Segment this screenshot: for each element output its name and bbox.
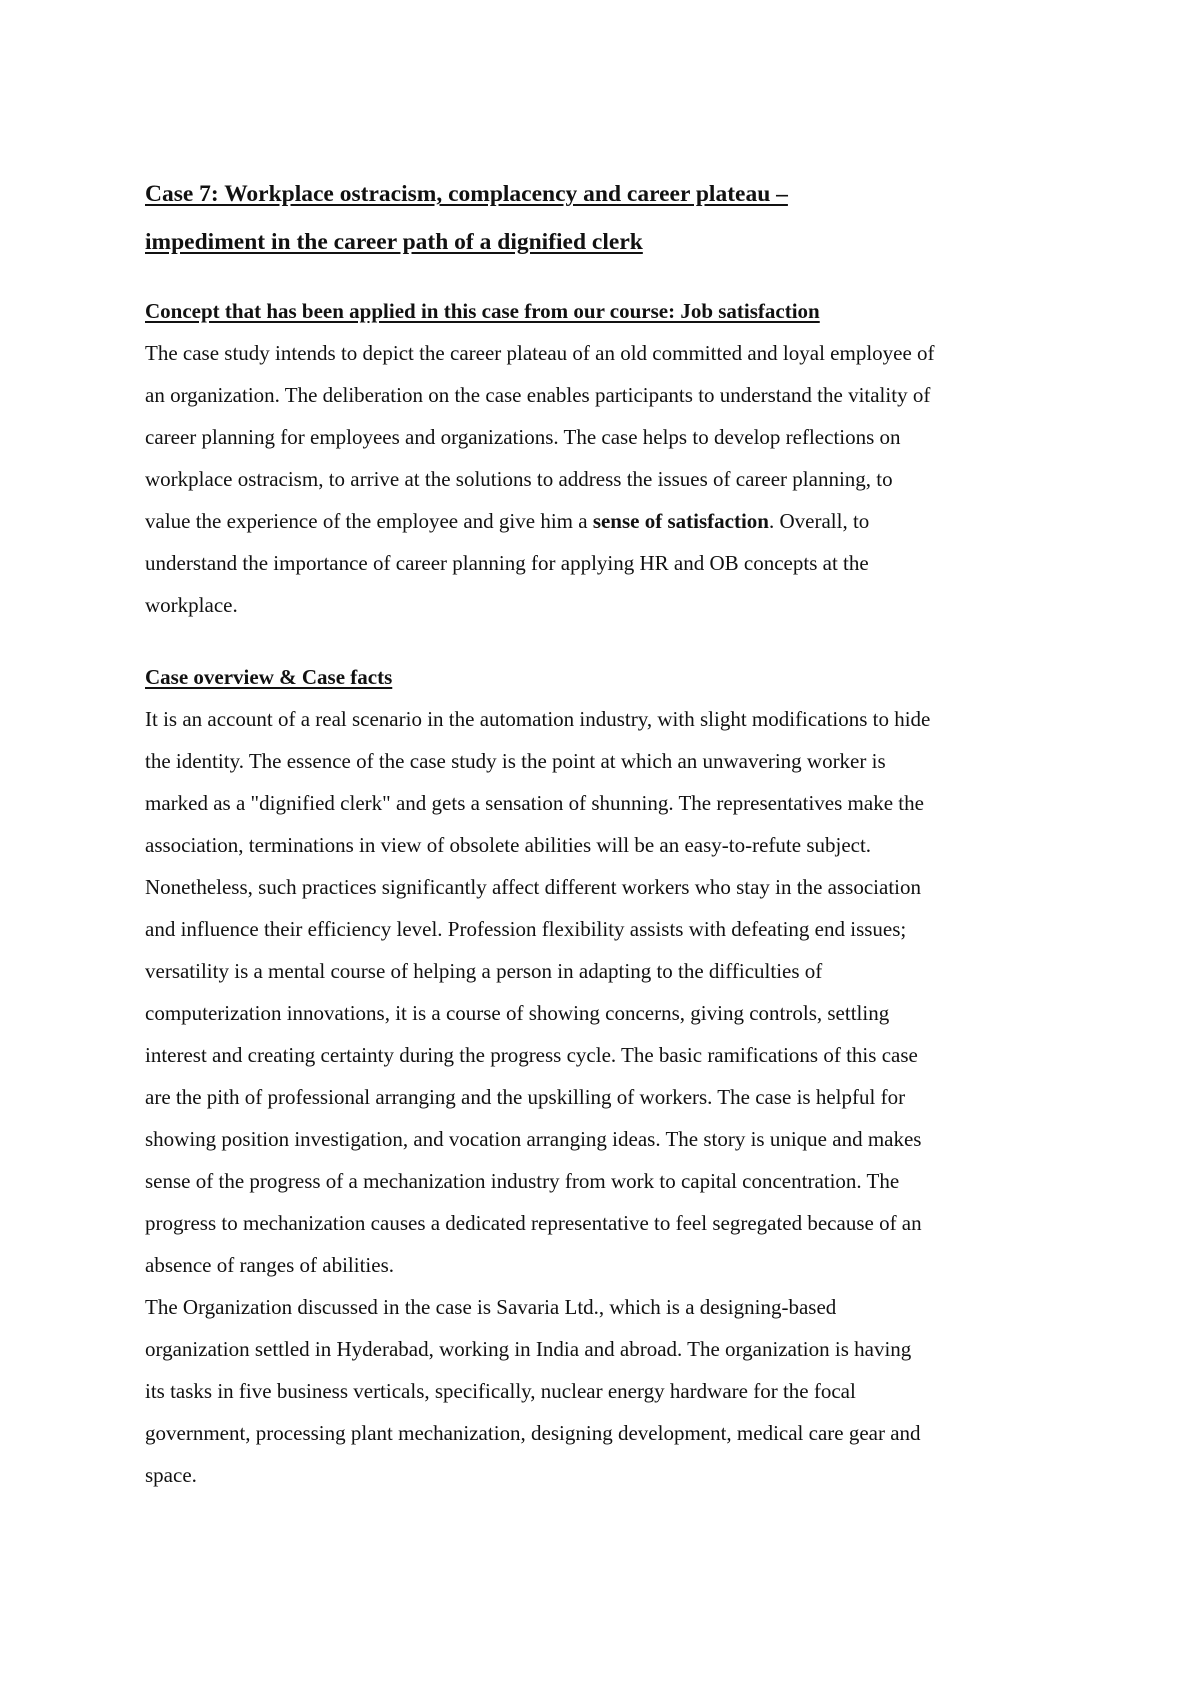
- document-title-line-1: Case 7: Workplace ostracism, complacency and career plateau –: [145, 181, 788, 207]
- spacer: [145, 626, 1075, 656]
- paragraph-line: The case study intends to depict the career plateau of an old committed and loyal employee of: [145, 341, 935, 365]
- paragraph-line: space.: [145, 1463, 197, 1487]
- paragraph-line: association, terminations in view of obsolete abilities will be an easy-to-refute subject.: [145, 833, 872, 857]
- concept-heading: Concept that has been applied in this case from our course: Job satisfaction: [145, 299, 820, 323]
- document-page: [145, 170, 1075, 1496]
- paragraph-line: It is an account of a real scenario in the automation industry, with slight modifications to hide: [145, 707, 931, 731]
- overview-section: [145, 656, 1075, 1496]
- paragraph-line: absence of ranges of abilities.: [145, 1253, 394, 1277]
- paragraph-text: . Overall, to: [768, 509, 870, 533]
- concept-section: [145, 290, 1075, 626]
- paragraph-line: understand the importance of career planning for applying HR and OB concepts at the: [145, 551, 869, 575]
- paragraph-line: are the pith of professional arranging and the upskilling of workers. The case is helpful for: [145, 1085, 906, 1109]
- paragraph-line: organization settled in Hyderabad, working in India and abroad. The organization is having: [145, 1337, 912, 1361]
- paragraph-line: computerization innovations, it is a course of showing concerns, giving controls, settling: [145, 1001, 890, 1025]
- emphasis-text: sense of satisfaction: [592, 509, 769, 533]
- paragraph-line: [145, 500, 1075, 542]
- paragraph-line: marked as a "dignified clerk" and gets a sensation of shunning. The representatives make the: [145, 791, 924, 815]
- paragraph-line: its tasks in five business verticals, specifically, nuclear energy hardware for the focal: [145, 1379, 856, 1403]
- paragraph-line: government, processing plant mechanization, designing development, medical care gear and: [145, 1421, 921, 1445]
- paragraph-line: Nonetheless, such practices significantly affect different workers who stay in the association: [145, 875, 921, 899]
- spacer: [145, 266, 1075, 290]
- document-title-line-2: impediment in the career path of a dignified clerk: [145, 229, 643, 255]
- paragraph-line: versatility is a mental course of helping a person in adapting to the difficulties of: [145, 959, 823, 983]
- paragraph-line: workplace.: [145, 593, 238, 617]
- paragraph-line: career planning for employees and organizations. The case helps to develop reflections on: [145, 425, 901, 449]
- paragraph-line: and influence their efficiency level. Profession flexibility assists with defeating end issues;: [145, 917, 907, 941]
- paragraph-line: showing position investigation, and vocation arranging ideas. The story is unique and makes: [145, 1127, 922, 1151]
- paragraph-line: sense of the progress of a mechanization industry from work to capital concentration. The: [145, 1169, 900, 1193]
- paragraph-line: an organization. The deliberation on the case enables participants to understand the vitality of: [145, 383, 931, 407]
- paragraph-line: interest and creating certainty during the progress cycle. The basic ramifications of this case: [145, 1043, 918, 1067]
- paragraph-line: The Organization discussed in the case is Savaria Ltd., which is a designing-based: [145, 1295, 837, 1319]
- paragraph-line: workplace ostracism, to arrive at the solutions to address the issues of career planning, to: [145, 467, 893, 491]
- overview-heading: Case overview & Case facts: [145, 665, 393, 689]
- overview-paragraph: [145, 698, 1075, 1496]
- paragraph-line: progress to mechanization causes a dedicated representative to feel segregated because of an: [145, 1211, 922, 1235]
- paragraph-text: value the experience of the employee and give him a: [145, 509, 593, 533]
- paragraph-line: the identity. The essence of the case study is the point at which an unwavering worker is: [145, 749, 886, 773]
